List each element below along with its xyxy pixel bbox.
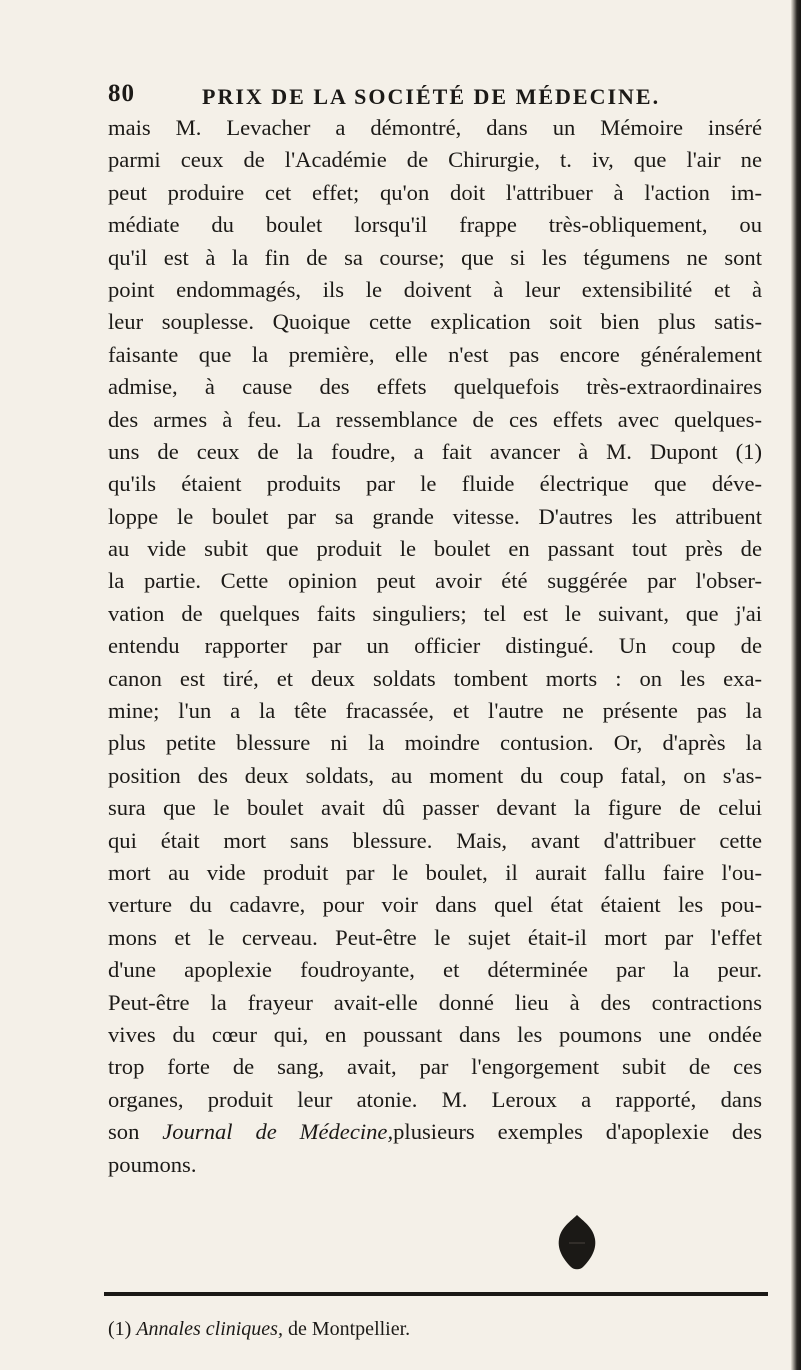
text-line: sura que le boulet avait dû passer devant la figure de celui [108, 795, 762, 821]
text-line: médiate du boulet lorsqu'il frappe très-obliquement, ou [108, 212, 762, 238]
text-line-journal [108, 1116, 762, 1148]
footnote-rule [104, 1292, 768, 1296]
text-line: d'une apoplexie foudroyante, et déterminée par la peur. [108, 957, 762, 983]
text-line: Peut-être la frayeur avait-elle donné lieu à des contractions [108, 989, 762, 1015]
text-line: plus petite blessure ni la moindre contusion. Or, d'après la [108, 730, 762, 756]
text-line: parmi ceux de l'Académie de Chirurgie, t. iv, que l'air ne [108, 147, 762, 173]
text-line: loppe le boulet par sa grande vitesse. D'autres les attribuent [108, 503, 762, 529]
ink-blot-ornament [553, 1213, 601, 1273]
text-line: canon est tiré, et deux soldats tombent morts : on les exa- [108, 665, 762, 691]
footnote [108, 1318, 768, 1341]
text-line: point endommagés, ils le doivent à leur extensibilité et à [108, 276, 762, 302]
journal-title: Journal de Médecine, [162, 1119, 394, 1145]
text-line: leur souplesse. Quoique cette explication soit bien plus satis- [108, 309, 762, 335]
text-line: mort au vide produit par le boulet, il aurait fallu faire l'ou- [108, 859, 762, 885]
text-line: trop forte de sang, avait, par l'engorgement subit de ces [108, 1054, 762, 1080]
text-line: vives du cœur qui, en poussant dans les poumons une ondée [108, 1021, 762, 1047]
text-line-last: poumons. [108, 1151, 197, 1177]
text-line: verture du cadavre, pour voir dans quel état étaient les pou- [108, 892, 762, 918]
line-suffix: plusieurs exemples d'apoplexie des [393, 1119, 762, 1145]
footnote-rest: de Montpellier. [287, 1318, 411, 1340]
line-prefix: son [108, 1119, 163, 1145]
text-line: qu'ils étaient produits par le fluide électrique que déve- [108, 471, 762, 497]
text-line: entendu rapporter par un officier distingué. Un coup de [108, 633, 762, 659]
text-line: organes, produit leur atonie. M. Leroux a rapporté, dans [108, 1086, 762, 1112]
text-line: vation de quelques faits singuliers; tel est le suivant, que j'ai [108, 600, 762, 626]
page-number: 80 [108, 80, 135, 107]
text-line: la partie. Cette opinion peut avoir été suggérée par l'obser- [108, 568, 762, 594]
running-head: PRIX DE LA SOCIÉTÉ DE MÉDECINE. [202, 84, 661, 109]
text-line: des armes à feu. La ressemblance de ces effets avec quelques- [108, 406, 762, 432]
text-line: qu'il est à la fin de sa course; que si les tégumens ne sont [108, 244, 762, 270]
footnote-title: Annales cliniques, [136, 1318, 283, 1340]
text-line: faisante que la première, elle n'est pas encore généralement [108, 341, 762, 367]
text-line: mons et le cerveau. Peut-être le sujet était-il mort par l'effet [108, 924, 762, 950]
text-line: peut produire cet effet; qu'on doit l'attribuer à l'action im- [108, 179, 762, 205]
text-line: qui était mort sans blessure. Mais, avant d'attribuer cette [108, 827, 762, 853]
text-line: mais M. Levacher a démontré, dans un Mémoire inséré [108, 115, 762, 140]
text-line: au vide subit que produit le boulet en passant tout près de [108, 536, 762, 562]
text-line: position des deux soldats, au moment du coup fatal, on s'as- [108, 762, 762, 788]
body-text [108, 112, 762, 1181]
footnote-marker: (1) [108, 1318, 132, 1340]
text-line: uns de ceux de la foudre, a fait avancer à M. Dupont (1) [108, 438, 762, 464]
page-edge [791, 0, 801, 1370]
text-line: mine; l'un a la tête fracassée, et l'autre ne présente pas la [108, 698, 762, 724]
page-header [108, 72, 768, 112]
text-line: admise, à cause des effets quelquefois très-extraordinaires [108, 374, 762, 400]
